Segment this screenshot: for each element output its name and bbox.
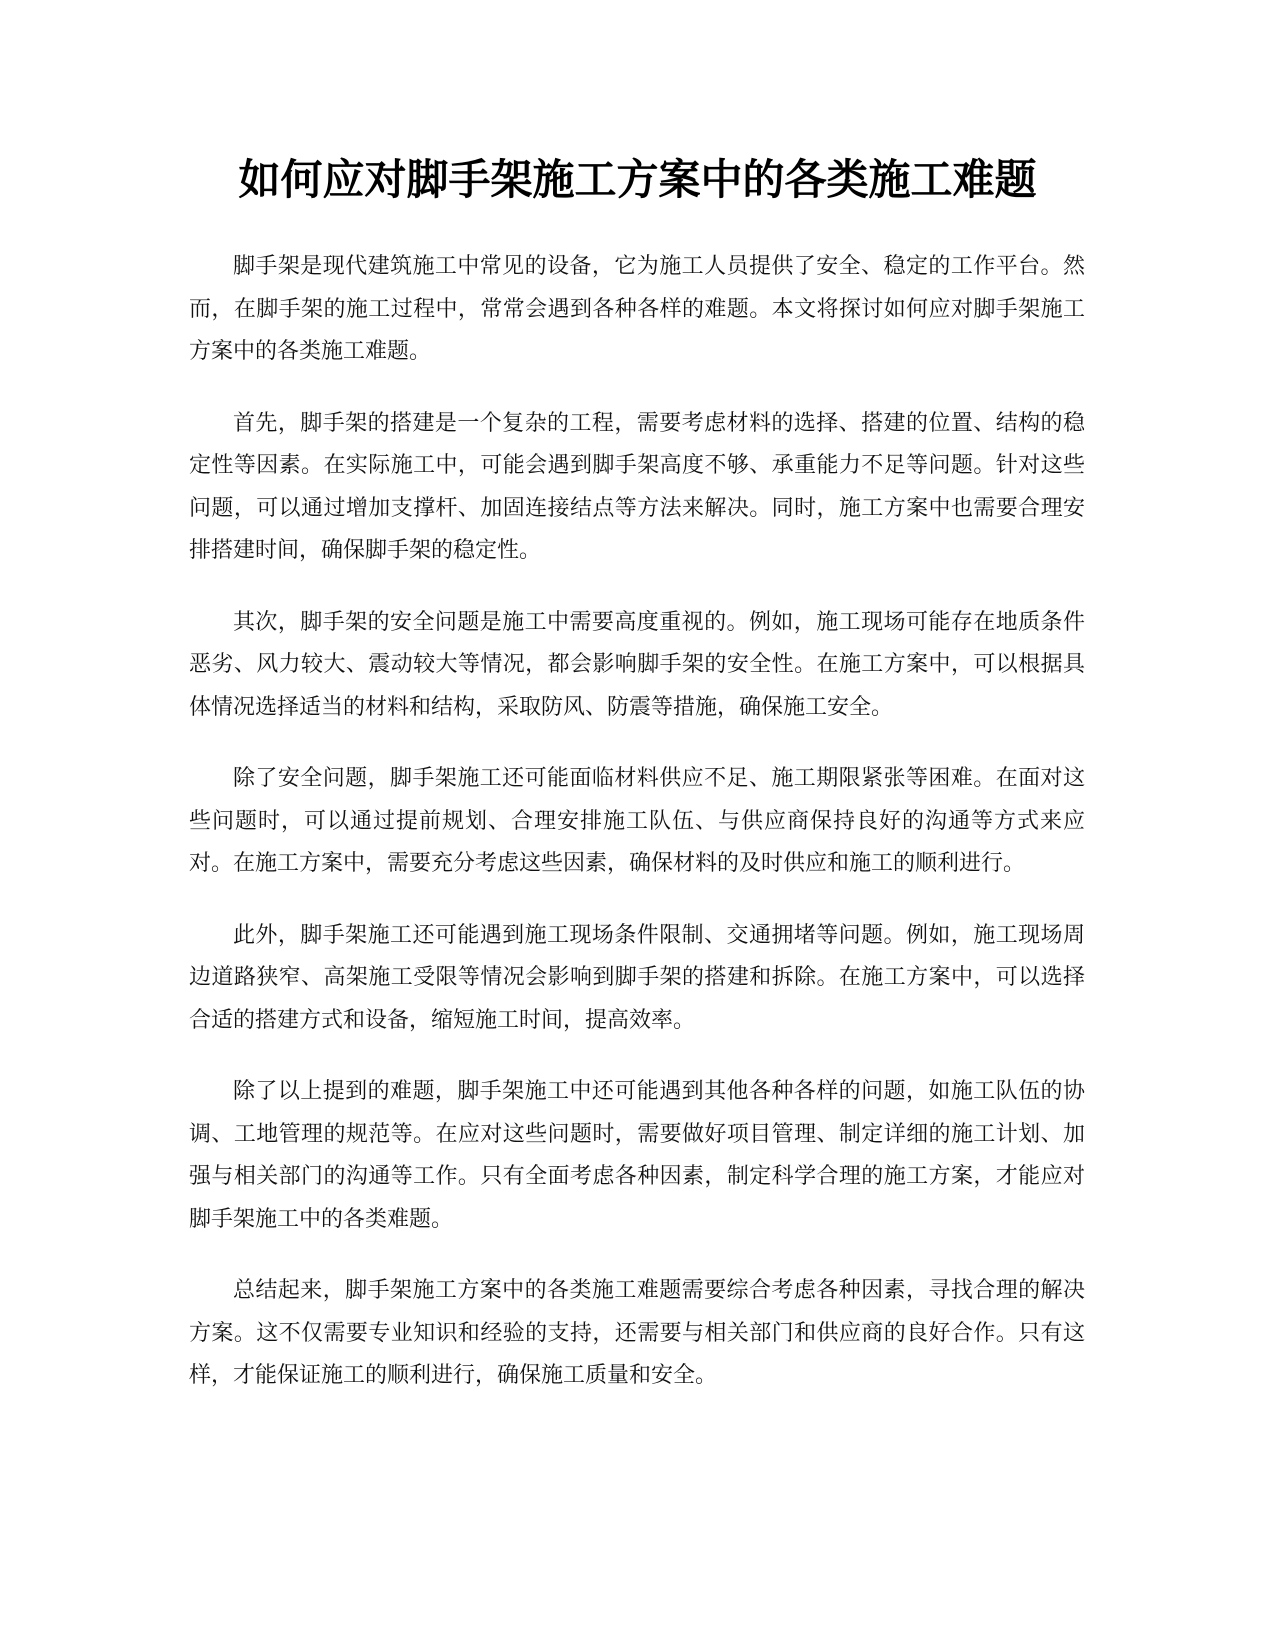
paragraph: 其次，脚手架的安全问题是施工中需要高度重视的。例如，施工现场可能存在地质条件恶劣、风力较大、震动较大等情况，都会影响脚手架的安全性。在施工方案中，可以根据具体情况选择适当的材料和结构，采取防风、防震等措施，确保施工安全。 bbox=[189, 609, 1085, 720]
paragraph: 此外，脚手架施工还可能遇到施工现场条件限制、交通拥堵等问题。例如，施工现场周边道路狭窄、高架施工受限等情况会影响到脚手架的搭建和拆除。在施工方案中，可以选择合适的搭建方式和设备，缩短施工时间，提高效率。 bbox=[189, 922, 1085, 1033]
paragraph: 总结起来，脚手架施工方案中的各类施工难题需要综合考虑各种因素，寻找合理的解决方案。这不仅需要专业知识和经验的支持，还需要与相关部门和供应商的良好合作。只有这样，才能保证施工的顺利进行，确保施工质量和安全。 bbox=[189, 1278, 1085, 1388]
paragraph: 除了安全问题，脚手架施工还可能面临材料供应不足、施工期限紧张等困难。在面对这些问题时，可以通过提前规划、合理安排施工队伍、与供应商保持良好的沟通等方式来应对。在施工方案中，需要充分考虑这些因素，确保材料的及时供应和施工的顺利进行。 bbox=[189, 766, 1085, 876]
document-body bbox=[189, 246, 1085, 1427]
paragraph: 脚手架是现代建筑施工中常见的设备，它为施工人员提供了安全、稳定的工作平台。然而，在脚手架的施工过程中，常常会遇到各种各样的难题。本文将探讨如何应对脚手架施工方案中的各类施工难题。 bbox=[189, 254, 1085, 364]
paragraph: 除了以上提到的难题，脚手架施工中还可能遇到其他各种各样的问题，如施工队伍的协调、工地管理的规范等。在应对这些问题时，需要做好项目管理、制定详细的施工计划、加强与相关部门的沟通等工作。只有全面考虑各种因素，制定科学合理的施工方案，才能应对脚手架施工中的各类难题。 bbox=[189, 1079, 1085, 1232]
paragraph: 首先，脚手架的搭建是一个复杂的工程，需要考虑材料的选择、搭建的位置、结构的稳定性等因素。在实际施工中，可能会遇到脚手架高度不够、承重能力不足等问题。针对这些问题，可以通过增加支撑杆、加固连接结点等方法来解决。同时，施工方案中也需要合理安排搭建时间，确保脚手架的稳定性。 bbox=[189, 410, 1085, 563]
document-title: 如何应对脚手架施工方案中的各类施工难题 bbox=[238, 155, 1037, 204]
